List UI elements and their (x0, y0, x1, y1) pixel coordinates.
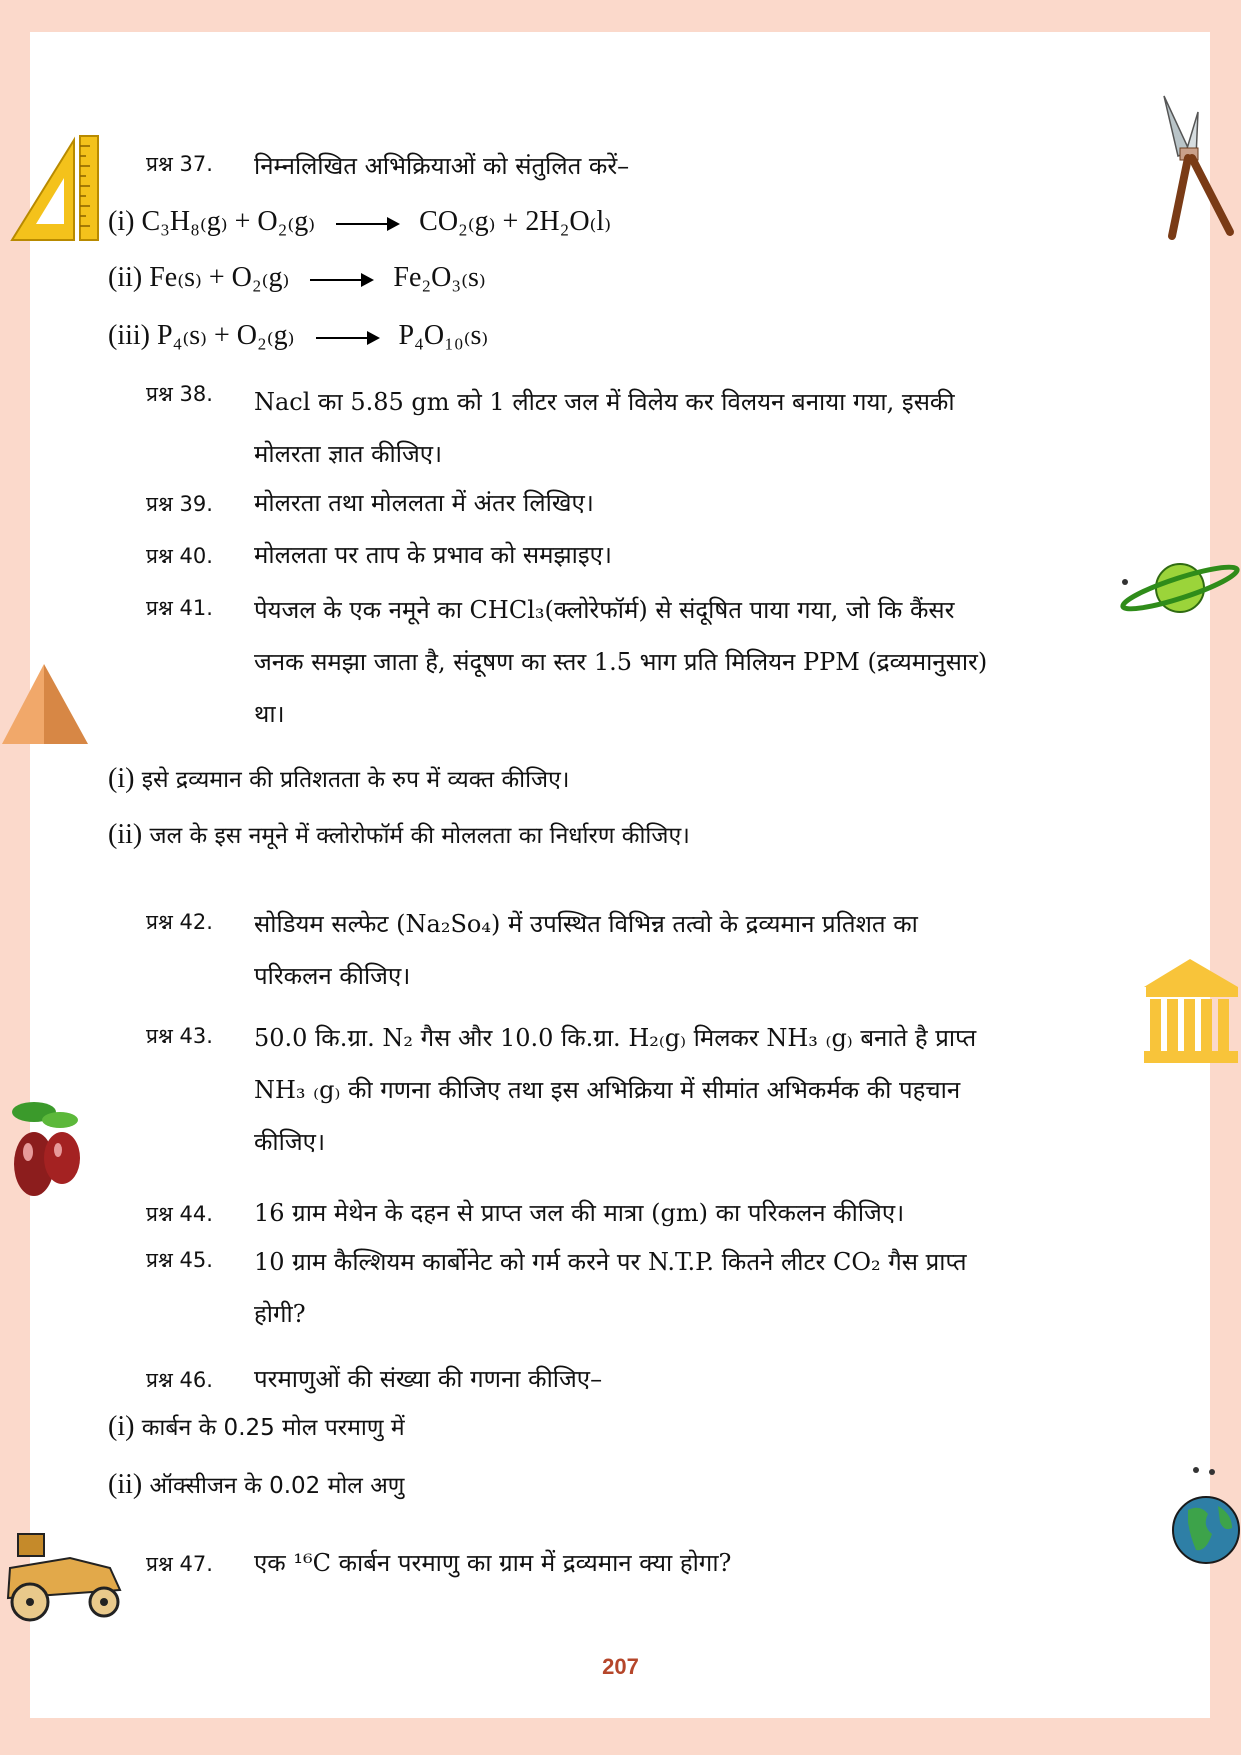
question-line: NH₃ ₍g₎ की गणना कीजिए तथा इस अभिक्रिया में सीमांत अभिकर्मक की पहचान (254, 1076, 961, 1104)
question-text (254, 584, 1116, 740)
question-number: प्रश्न 47. (146, 1552, 213, 1576)
reaction-number: (iii) (108, 320, 150, 351)
question-text (254, 1012, 1116, 1168)
fruit-icon (4, 1098, 88, 1202)
question-text: निम्नलिखित अभिक्रियाओं को संतुलित करें– (254, 152, 630, 180)
reaction-products: P₄O₁₀₍s₎ (398, 320, 489, 351)
reaction-reactants: Fe₍s₎ + O₂₍g₎ (149, 262, 290, 293)
sub-question-text: कार्बन के 0.25 मोल परमाणु में (141, 1415, 405, 1441)
question-number: प्रश्न 46. (146, 1368, 213, 1392)
temple-pillars-icon (1140, 955, 1241, 1067)
reaction-row (108, 260, 486, 294)
sub-question (108, 1410, 405, 1443)
question-number: प्रश्न 41. (146, 596, 213, 620)
sub-question (108, 818, 690, 851)
question-line: था। (254, 700, 285, 728)
question-text: मोललता पर ताप के प्रभाव को समझाइए। (254, 541, 613, 569)
question-line: पेयजल के एक नमूने का CHCl₃(क्लोरेफॉर्म) से संदूषित पाया गया, जो कि कैंसर (254, 596, 955, 624)
question-line: 50.0 कि.ग्रा. N₂ गैस और 10.0 कि.ग्रा. H₂₍g₎ मिलकर NH₃ ₍g₎ बनाते है प्राप्त (254, 1024, 977, 1052)
sub-question-text: इसे द्रव्यमान की प्रतिशतता के रुप में व्यक्त कीजिए। (141, 767, 570, 793)
question-line: 10 ग्राम कैल्शियम कार्बोनेट को गर्म करने पर N.T.P. कितने लीटर CO₂ गैस प्राप्त (254, 1248, 967, 1276)
reaction-products: CO₂₍g₎ + 2H₂O₍l₎ (419, 206, 612, 237)
reaction-arrow-icon (336, 223, 398, 225)
sub-question-text: जल के इस नमूने में क्लोरोफॉर्म की मोललता का निर्धारण कीजिए। (149, 823, 690, 849)
sub-question-number: (i) (108, 1411, 135, 1442)
question-number: प्रश्न 38. (146, 382, 213, 406)
question-number: प्रश्न 40. (146, 544, 213, 568)
sub-question (108, 1468, 404, 1501)
reaction-row (108, 318, 488, 352)
question-line: जनक समझा जाता है, संदूषण का स्तर 1.5 भाग प्रति मिलियन PPM (द्रव्यमानुसार) (254, 648, 988, 676)
reaction-products: Fe₂O₃₍s₎ (393, 262, 486, 293)
saturn-planet-icon (1118, 548, 1241, 622)
sub-question (108, 762, 570, 795)
question-line: Nacl का 5.85 gm को 1 लीटर जल में विलेय कर विलयन बनाया गया, इसकी (254, 388, 955, 416)
reaction-number: (ii) (108, 262, 143, 293)
vintage-car-icon (0, 1528, 130, 1638)
globe-icon (1166, 1462, 1241, 1572)
question-text: परमाणुओं की संख्या की गणना कीजिए– (254, 1365, 603, 1393)
reaction-row (108, 204, 611, 238)
sub-question-number: (ii) (108, 819, 143, 850)
sub-question-number: (ii) (108, 1469, 143, 1500)
reaction-arrow-icon (316, 337, 378, 339)
question-text: मोलरता तथा मोललता में अंतर लिखिए। (254, 489, 594, 517)
question-text: 16 ग्राम मेथेन के दहन से प्राप्त जल की मात्रा (gm) का परिकलन कीजिए। (254, 1199, 905, 1227)
reaction-arrow-icon (310, 279, 372, 281)
question-number: प्रश्न 37. (146, 152, 213, 176)
question-number: प्रश्न 43. (146, 1024, 213, 1048)
question-line: होगी? (254, 1300, 306, 1328)
question-line: सोडियम सल्फेट (Na₂So₄) में उपस्थित विभिन्न तत्वो के द्रव्यमान प्रतिशत का (254, 910, 918, 938)
question-line: मोलरता ज्ञात कीजिए। (254, 440, 443, 468)
question-number: प्रश्न 42. (146, 910, 213, 934)
sub-question-text: ऑक्सीजन के 0.02 मोल अणु (149, 1473, 405, 1499)
reaction-reactants: P₄₍s₎ + O₂₍g₎ (157, 320, 295, 351)
question-number: प्रश्न 39. (146, 492, 213, 516)
question-line: परिकलन कीजिए। (254, 962, 411, 990)
garden-shears-icon (1150, 92, 1240, 242)
pyramid-icon (0, 660, 90, 748)
question-number: प्रश्न 44. (146, 1202, 213, 1226)
question-text (254, 1236, 1116, 1340)
reaction-reactants: C₃H₈₍g₎ + O₂₍g₎ (141, 206, 316, 237)
question-text: एक ¹⁶C कार्बन परमाणु का ग्राम में द्रव्यमान क्या होगा? (254, 1549, 732, 1577)
reaction-number: (i) (108, 206, 135, 237)
page-number: 207 (602, 1654, 639, 1679)
sub-question-number: (i) (108, 763, 135, 794)
question-number: प्रश्न 45. (146, 1248, 213, 1272)
set-square-ruler-icon (8, 132, 104, 244)
question-text (254, 898, 1116, 1002)
question-line: कीजिए। (254, 1128, 326, 1156)
question-text (254, 376, 1116, 480)
